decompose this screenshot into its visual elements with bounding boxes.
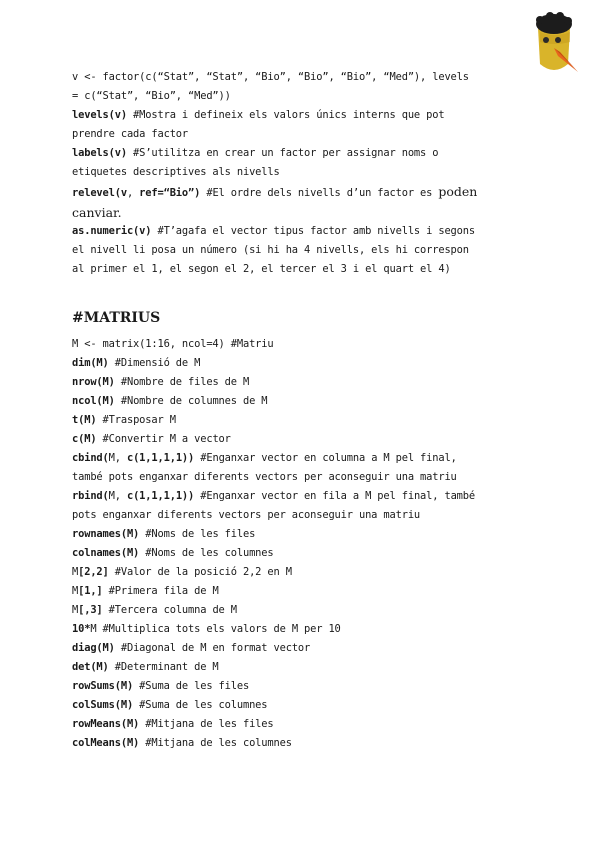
colnames-cmd: colnames(M) (72, 547, 140, 559)
diag-cmd: diag(M) (72, 642, 115, 654)
factor-line-2: = c(“Stat”, “Bio”, “Med”)) (72, 90, 231, 102)
dim-comment: #Dimensió de M (108, 357, 201, 369)
rbind-line (72, 487, 532, 506)
ncol-line (72, 392, 532, 411)
rownames-line (72, 525, 532, 544)
m1-plain: M (72, 585, 79, 597)
asnumeric-line-cont-2: al primer el 1, el segon el 2, el tercer el 3 i el quart el 4) (72, 263, 451, 275)
rowsums-line (72, 677, 532, 696)
colmeans-comment: #Mitjana de les columnes (139, 737, 292, 749)
t-comment: #Trasposar M (96, 414, 176, 426)
m3-cmd: [,3] (78, 604, 103, 616)
section-title: #MATRIUS (72, 310, 161, 326)
rbind-plain: M, (108, 490, 127, 502)
rowsums-comment: #Suma de les files (133, 680, 250, 692)
c-comment: #Convertir M a vector (96, 433, 231, 445)
det-line (72, 658, 532, 677)
asnumeric-line (72, 222, 532, 241)
m3-plain: M (72, 604, 79, 616)
nrow-comment: #Nombre de files de M (114, 376, 250, 388)
rowsums-cmd: rowSums(M) (72, 680, 134, 692)
levels-line (72, 106, 532, 125)
relevel-comment-end: poden (438, 184, 478, 199)
factor-line-1: v <- factor(c(“Stat”, “Stat”, “Bio”, “Bio”, “Bio”, “Med”), levels (72, 71, 469, 83)
colnames-line (72, 544, 532, 563)
dim-line (72, 354, 532, 373)
cbind-cmd-b: c(1,1,1,1)) (126, 452, 195, 464)
levels-comment: #Mostra i defineix els valors únics interns que pot (126, 109, 445, 121)
asnumeric-comment: #T’agafa el vector tipus factor amb nivells i segons (151, 225, 475, 237)
rowmeans-line (72, 715, 532, 734)
diag-comment: #Diagonal de M en format vector (114, 642, 311, 654)
c-line (72, 430, 532, 449)
colmeans-line (72, 734, 532, 753)
cbind-plain: M, (108, 452, 127, 464)
nrow-cmd: nrow(M) (72, 376, 115, 388)
det-cmd: det(M) (72, 661, 109, 673)
labels-line (72, 144, 532, 163)
m3-line (72, 601, 532, 620)
nrow-line (72, 373, 532, 392)
m1-comment: #Primera fila de M (102, 585, 219, 597)
mascot-icon (530, 12, 580, 78)
labels-line-cont: etiquetes descriptives als nivells (72, 166, 280, 178)
labels-cmd: labels(v) (72, 147, 127, 159)
m1-line (72, 582, 532, 601)
levels-cmd: levels(v) (72, 109, 127, 121)
m1-cmd: [1,] (78, 585, 103, 597)
m22-line (72, 563, 532, 582)
det-comment: #Determinant de M (108, 661, 219, 673)
relevel-mid: , (126, 187, 140, 199)
asnumeric-cmd: as.numeric(v) (72, 225, 152, 237)
colsums-cmd: colSums(M) (72, 699, 134, 711)
diag-line (72, 639, 532, 658)
rbind-line-cont: pots enganxar diferents vectors per aconseguir una matriu (72, 509, 421, 521)
relevel-line-cont: canviar. (72, 205, 122, 220)
c-cmd: c(M) (72, 433, 97, 445)
document-body (72, 68, 532, 753)
m10-line (72, 620, 532, 639)
m10-comment: #Multiplica tots els valors de M per 10 (96, 623, 341, 635)
rbind-cmd-b: c(1,1,1,1)) (126, 490, 195, 502)
m10-cmd: 10* (72, 623, 91, 635)
cbind-cmd-a: cbind( (72, 452, 109, 464)
relevel-comment: #El ordre dels nivells d’un factor es (200, 187, 439, 199)
rowmeans-comment: #Mitjana de les files (139, 718, 274, 730)
m22-cmd: [2,2] (78, 566, 109, 578)
rowmeans-cmd: rowMeans(M) (72, 718, 140, 730)
m22-comment: #Valor de la posició 2,2 en M (108, 566, 292, 578)
m22-plain: M (72, 566, 79, 578)
dim-cmd: dim(M) (72, 357, 109, 369)
matrix-def-line: M <- matrix(1:16, ncol=4) #Matriu (72, 338, 274, 350)
relevel-line (72, 182, 532, 203)
t-line (72, 411, 532, 430)
colnames-comment: #Noms de les columnes (139, 547, 274, 559)
relevel-cmd-b: ref=“Bio”) (139, 187, 201, 199)
labels-comment: #S’utilitza en crear un factor per assignar noms o (126, 147, 439, 159)
t-cmd: t(M) (72, 414, 97, 426)
colsums-line (72, 696, 532, 715)
colmeans-cmd: colMeans(M) (72, 737, 140, 749)
m10-plain: M (90, 623, 97, 635)
rbind-cmd-a: rbind( (72, 490, 109, 502)
ncol-comment: #Nombre de columnes de M (114, 395, 268, 407)
m3-comment: #Tercera columna de M (102, 604, 237, 616)
cbind-line-cont: també pots enganxar diferents vectors per aconseguir una matriu (72, 471, 457, 483)
levels-line-cont: prendre cada factor (72, 128, 189, 140)
colsums-comment: #Suma de les columnes (133, 699, 268, 711)
ncol-cmd: ncol(M) (72, 395, 115, 407)
rownames-cmd: rownames(M) (72, 528, 140, 540)
rbind-comment: #Enganxar vector en fila a M pel final, també (194, 490, 476, 502)
cbind-comment: #Enganxar vector en columna a M pel final, (194, 452, 457, 464)
rownames-comment: #Noms de les files (139, 528, 256, 540)
relevel-cmd-a: relevel(v (72, 187, 127, 199)
asnumeric-line-cont-1: el nivell li posa un número (si hi ha 4 nivells, els hi correspon (72, 244, 469, 256)
cbind-line (72, 449, 532, 468)
